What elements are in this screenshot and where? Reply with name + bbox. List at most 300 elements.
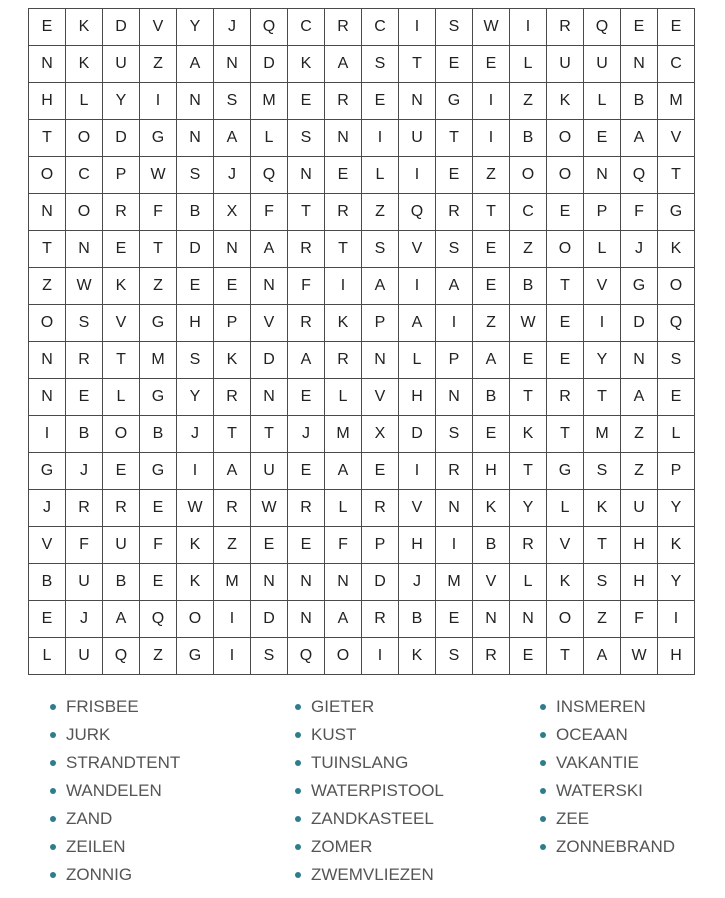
grid-cell[interactable]: W	[140, 157, 177, 194]
grid-cell[interactable]: V	[140, 9, 177, 46]
grid-cell[interactable]: T	[584, 379, 621, 416]
grid-cell[interactable]: D	[251, 46, 288, 83]
grid-cell[interactable]: I	[399, 268, 436, 305]
grid-cell[interactable]: S	[362, 46, 399, 83]
grid-cell[interactable]: E	[473, 268, 510, 305]
grid-cell[interactable]: N	[177, 120, 214, 157]
grid-cell[interactable]: N	[29, 194, 66, 231]
grid-cell[interactable]: T	[436, 120, 473, 157]
grid-cell[interactable]: X	[214, 194, 251, 231]
grid-cell[interactable]: H	[177, 305, 214, 342]
grid-cell[interactable]: I	[436, 305, 473, 342]
grid-cell[interactable]: Q	[399, 194, 436, 231]
grid-cell[interactable]: V	[251, 305, 288, 342]
grid-cell[interactable]: R	[288, 305, 325, 342]
grid-cell[interactable]: Y	[177, 379, 214, 416]
grid-cell[interactable]: J	[214, 9, 251, 46]
grid-cell[interactable]: N	[177, 83, 214, 120]
grid-cell[interactable]: Z	[140, 268, 177, 305]
grid-cell[interactable]: B	[66, 416, 103, 453]
grid-cell[interactable]: E	[362, 453, 399, 490]
grid-cell[interactable]: H	[473, 453, 510, 490]
grid-cell[interactable]: E	[288, 453, 325, 490]
grid-cell[interactable]: Y	[658, 564, 695, 601]
grid-cell[interactable]: T	[288, 194, 325, 231]
grid-cell[interactable]: T	[547, 416, 584, 453]
grid-cell[interactable]: N	[621, 46, 658, 83]
grid-cell[interactable]: O	[103, 416, 140, 453]
grid-cell[interactable]: K	[547, 564, 584, 601]
grid-cell[interactable]: I	[658, 601, 695, 638]
grid-cell[interactable]: N	[473, 601, 510, 638]
grid-cell[interactable]: S	[584, 564, 621, 601]
grid-cell[interactable]: G	[29, 453, 66, 490]
grid-cell[interactable]: W	[66, 268, 103, 305]
grid-cell[interactable]: Q	[140, 601, 177, 638]
grid-cell[interactable]: N	[29, 46, 66, 83]
grid-cell[interactable]: I	[436, 527, 473, 564]
grid-cell[interactable]: B	[473, 527, 510, 564]
grid-cell[interactable]: T	[251, 416, 288, 453]
grid-cell[interactable]: E	[66, 379, 103, 416]
grid-cell[interactable]: N	[288, 601, 325, 638]
grid-cell[interactable]: O	[547, 231, 584, 268]
grid-cell[interactable]: Z	[140, 46, 177, 83]
grid-cell[interactable]: B	[510, 120, 547, 157]
grid-cell[interactable]: R	[66, 490, 103, 527]
grid-cell[interactable]: P	[214, 305, 251, 342]
grid-cell[interactable]: S	[584, 453, 621, 490]
grid-cell[interactable]: V	[103, 305, 140, 342]
grid-cell[interactable]: S	[436, 231, 473, 268]
grid-cell[interactable]: E	[325, 157, 362, 194]
grid-cell[interactable]: A	[103, 601, 140, 638]
grid-cell[interactable]: Z	[214, 527, 251, 564]
grid-cell[interactable]: E	[621, 9, 658, 46]
grid-cell[interactable]: S	[177, 342, 214, 379]
grid-cell[interactable]: O	[658, 268, 695, 305]
grid-cell[interactable]: G	[658, 194, 695, 231]
grid-cell[interactable]: N	[29, 379, 66, 416]
grid-cell[interactable]: E	[547, 342, 584, 379]
grid-cell[interactable]: E	[103, 453, 140, 490]
grid-cell[interactable]: U	[251, 453, 288, 490]
grid-cell[interactable]: O	[66, 194, 103, 231]
grid-cell[interactable]: U	[66, 564, 103, 601]
grid-cell[interactable]: O	[510, 157, 547, 194]
grid-cell[interactable]: R	[325, 194, 362, 231]
grid-cell[interactable]: C	[288, 9, 325, 46]
grid-cell[interactable]: A	[362, 268, 399, 305]
grid-cell[interactable]: U	[584, 46, 621, 83]
grid-cell[interactable]: R	[325, 342, 362, 379]
grid-cell[interactable]: C	[658, 46, 695, 83]
grid-cell[interactable]: K	[658, 231, 695, 268]
grid-cell[interactable]: F	[325, 527, 362, 564]
grid-cell[interactable]: H	[399, 379, 436, 416]
grid-cell[interactable]: J	[214, 157, 251, 194]
grid-cell[interactable]: E	[29, 601, 66, 638]
grid-cell[interactable]: V	[29, 527, 66, 564]
grid-cell[interactable]: B	[399, 601, 436, 638]
grid-cell[interactable]: F	[140, 194, 177, 231]
grid-cell[interactable]: N	[66, 231, 103, 268]
grid-cell[interactable]: O	[325, 638, 362, 675]
grid-cell[interactable]: L	[29, 638, 66, 675]
grid-cell[interactable]: Y	[658, 490, 695, 527]
grid-cell[interactable]: I	[399, 9, 436, 46]
grid-cell[interactable]: I	[584, 305, 621, 342]
grid-cell[interactable]: N	[251, 379, 288, 416]
grid-cell[interactable]: K	[547, 83, 584, 120]
grid-cell[interactable]: L	[103, 379, 140, 416]
grid-cell[interactable]: F	[251, 194, 288, 231]
grid-cell[interactable]: R	[547, 9, 584, 46]
grid-cell[interactable]: I	[214, 638, 251, 675]
grid-cell[interactable]: S	[436, 9, 473, 46]
grid-cell[interactable]: B	[621, 83, 658, 120]
grid-cell[interactable]: R	[288, 490, 325, 527]
grid-cell[interactable]: U	[399, 120, 436, 157]
grid-cell[interactable]: I	[473, 83, 510, 120]
grid-cell[interactable]: E	[103, 231, 140, 268]
grid-cell[interactable]: S	[436, 638, 473, 675]
grid-cell[interactable]: P	[362, 305, 399, 342]
grid-cell[interactable]: A	[473, 342, 510, 379]
grid-cell[interactable]: E	[362, 83, 399, 120]
grid-cell[interactable]: S	[251, 638, 288, 675]
grid-cell[interactable]: S	[658, 342, 695, 379]
grid-cell[interactable]: E	[436, 601, 473, 638]
grid-cell[interactable]: N	[251, 268, 288, 305]
grid-cell[interactable]: T	[399, 46, 436, 83]
grid-cell[interactable]: B	[29, 564, 66, 601]
grid-cell[interactable]: N	[251, 564, 288, 601]
grid-cell[interactable]: K	[66, 46, 103, 83]
grid-cell[interactable]: M	[251, 83, 288, 120]
grid-cell[interactable]: R	[436, 194, 473, 231]
grid-cell[interactable]: Q	[658, 305, 695, 342]
grid-cell[interactable]: S	[214, 83, 251, 120]
grid-cell[interactable]: A	[325, 601, 362, 638]
grid-cell[interactable]: U	[66, 638, 103, 675]
grid-cell[interactable]: T	[29, 120, 66, 157]
grid-cell[interactable]: E	[510, 638, 547, 675]
grid-cell[interactable]: L	[510, 564, 547, 601]
grid-cell[interactable]: C	[362, 9, 399, 46]
grid-cell[interactable]: V	[547, 527, 584, 564]
grid-cell[interactable]: K	[584, 490, 621, 527]
grid-cell[interactable]: T	[325, 231, 362, 268]
grid-cell[interactable]: E	[473, 46, 510, 83]
grid-cell[interactable]: E	[473, 231, 510, 268]
grid-cell[interactable]: Z	[621, 416, 658, 453]
grid-cell[interactable]: F	[288, 268, 325, 305]
grid-cell[interactable]: O	[66, 120, 103, 157]
grid-cell[interactable]: R	[362, 490, 399, 527]
grid-cell[interactable]: Y	[510, 490, 547, 527]
grid-cell[interactable]: O	[547, 601, 584, 638]
grid-cell[interactable]: U	[621, 490, 658, 527]
grid-cell[interactable]: N	[288, 564, 325, 601]
grid-cell[interactable]: F	[66, 527, 103, 564]
grid-cell[interactable]: Y	[177, 9, 214, 46]
grid-cell[interactable]: N	[214, 231, 251, 268]
grid-cell[interactable]: S	[362, 231, 399, 268]
grid-cell[interactable]: K	[473, 490, 510, 527]
grid-cell[interactable]: E	[29, 9, 66, 46]
grid-cell[interactable]: P	[362, 527, 399, 564]
grid-cell[interactable]: N	[325, 120, 362, 157]
grid-cell[interactable]: L	[510, 46, 547, 83]
grid-cell[interactable]: D	[399, 416, 436, 453]
grid-cell[interactable]: K	[214, 342, 251, 379]
grid-cell[interactable]: T	[214, 416, 251, 453]
grid-cell[interactable]: R	[214, 490, 251, 527]
grid-cell[interactable]: N	[621, 342, 658, 379]
grid-cell[interactable]: E	[658, 9, 695, 46]
grid-cell[interactable]: E	[584, 120, 621, 157]
grid-cell[interactable]: Z	[510, 231, 547, 268]
grid-cell[interactable]: D	[251, 342, 288, 379]
grid-cell[interactable]: G	[621, 268, 658, 305]
grid-cell[interactable]: Z	[584, 601, 621, 638]
grid-cell[interactable]: E	[214, 268, 251, 305]
grid-cell[interactable]: D	[362, 564, 399, 601]
grid-cell[interactable]: T	[473, 194, 510, 231]
grid-cell[interactable]: R	[103, 194, 140, 231]
grid-cell[interactable]: J	[29, 490, 66, 527]
grid-cell[interactable]: K	[66, 9, 103, 46]
grid-cell[interactable]: K	[103, 268, 140, 305]
grid-cell[interactable]: E	[140, 490, 177, 527]
grid-cell[interactable]: R	[103, 490, 140, 527]
grid-cell[interactable]: G	[140, 453, 177, 490]
grid-cell[interactable]: I	[362, 638, 399, 675]
grid-cell[interactable]: A	[251, 231, 288, 268]
grid-cell[interactable]: P	[436, 342, 473, 379]
grid-cell[interactable]: M	[584, 416, 621, 453]
grid-cell[interactable]: G	[547, 453, 584, 490]
grid-cell[interactable]: E	[436, 46, 473, 83]
grid-cell[interactable]: R	[66, 342, 103, 379]
grid-cell[interactable]: O	[177, 601, 214, 638]
grid-cell[interactable]: I	[325, 268, 362, 305]
grid-cell[interactable]: S	[436, 416, 473, 453]
grid-cell[interactable]: M	[658, 83, 695, 120]
grid-cell[interactable]: N	[29, 342, 66, 379]
grid-cell[interactable]: N	[325, 564, 362, 601]
grid-cell[interactable]: K	[510, 416, 547, 453]
grid-cell[interactable]: Z	[621, 453, 658, 490]
grid-cell[interactable]: T	[584, 527, 621, 564]
grid-cell[interactable]: J	[177, 416, 214, 453]
grid-cell[interactable]: R	[362, 601, 399, 638]
grid-cell[interactable]: T	[658, 157, 695, 194]
grid-cell[interactable]: I	[362, 120, 399, 157]
grid-cell[interactable]: L	[658, 416, 695, 453]
grid-cell[interactable]: A	[399, 305, 436, 342]
grid-cell[interactable]: H	[399, 527, 436, 564]
grid-cell[interactable]: I	[399, 453, 436, 490]
grid-cell[interactable]: G	[140, 120, 177, 157]
grid-cell[interactable]: V	[362, 379, 399, 416]
grid-cell[interactable]: F	[140, 527, 177, 564]
grid-cell[interactable]: A	[621, 379, 658, 416]
grid-cell[interactable]: K	[288, 46, 325, 83]
grid-cell[interactable]: S	[288, 120, 325, 157]
grid-cell[interactable]: L	[399, 342, 436, 379]
grid-cell[interactable]: R	[214, 379, 251, 416]
grid-cell[interactable]: L	[251, 120, 288, 157]
grid-cell[interactable]: R	[473, 638, 510, 675]
grid-cell[interactable]: K	[177, 564, 214, 601]
grid-cell[interactable]: A	[325, 46, 362, 83]
grid-cell[interactable]: E	[288, 379, 325, 416]
grid-cell[interactable]: L	[325, 490, 362, 527]
grid-cell[interactable]: E	[547, 194, 584, 231]
grid-cell[interactable]: U	[103, 46, 140, 83]
grid-cell[interactable]: A	[214, 120, 251, 157]
grid-cell[interactable]: P	[658, 453, 695, 490]
grid-cell[interactable]: N	[510, 601, 547, 638]
grid-cell[interactable]: L	[584, 83, 621, 120]
grid-cell[interactable]: E	[177, 268, 214, 305]
grid-cell[interactable]: F	[621, 601, 658, 638]
grid-cell[interactable]: Q	[621, 157, 658, 194]
grid-cell[interactable]: G	[140, 379, 177, 416]
grid-cell[interactable]: L	[66, 83, 103, 120]
grid-cell[interactable]: V	[399, 231, 436, 268]
grid-cell[interactable]: L	[325, 379, 362, 416]
grid-cell[interactable]: V	[473, 564, 510, 601]
grid-cell[interactable]: P	[103, 157, 140, 194]
grid-cell[interactable]: K	[325, 305, 362, 342]
grid-cell[interactable]: W	[510, 305, 547, 342]
grid-cell[interactable]: U	[547, 46, 584, 83]
grid-cell[interactable]: E	[473, 416, 510, 453]
grid-cell[interactable]: I	[29, 416, 66, 453]
grid-cell[interactable]: R	[325, 9, 362, 46]
grid-cell[interactable]: D	[621, 305, 658, 342]
grid-cell[interactable]: A	[325, 453, 362, 490]
grid-cell[interactable]: W	[251, 490, 288, 527]
grid-cell[interactable]: V	[658, 120, 695, 157]
grid-cell[interactable]: Z	[473, 157, 510, 194]
grid-cell[interactable]: O	[547, 120, 584, 157]
grid-cell[interactable]: R	[325, 83, 362, 120]
grid-cell[interactable]: C	[66, 157, 103, 194]
grid-cell[interactable]: T	[510, 453, 547, 490]
grid-cell[interactable]: A	[621, 120, 658, 157]
grid-cell[interactable]: A	[288, 342, 325, 379]
grid-cell[interactable]: K	[177, 527, 214, 564]
grid-cell[interactable]: J	[66, 601, 103, 638]
grid-cell[interactable]: Z	[473, 305, 510, 342]
grid-cell[interactable]: Y	[584, 342, 621, 379]
grid-cell[interactable]: A	[584, 638, 621, 675]
grid-cell[interactable]: W	[473, 9, 510, 46]
grid-cell[interactable]: Q	[251, 9, 288, 46]
grid-cell[interactable]: Z	[362, 194, 399, 231]
grid-cell[interactable]: A	[436, 268, 473, 305]
grid-cell[interactable]: A	[177, 46, 214, 83]
grid-cell[interactable]: L	[547, 490, 584, 527]
grid-cell[interactable]: N	[436, 379, 473, 416]
grid-cell[interactable]: E	[251, 527, 288, 564]
grid-cell[interactable]: B	[103, 564, 140, 601]
grid-cell[interactable]: R	[288, 231, 325, 268]
grid-cell[interactable]: J	[399, 564, 436, 601]
grid-cell[interactable]: T	[103, 342, 140, 379]
grid-cell[interactable]: E	[436, 157, 473, 194]
grid-cell[interactable]: E	[140, 564, 177, 601]
grid-cell[interactable]: S	[177, 157, 214, 194]
grid-cell[interactable]: N	[584, 157, 621, 194]
grid-cell[interactable]: Z	[29, 268, 66, 305]
grid-cell[interactable]: R	[547, 379, 584, 416]
grid-cell[interactable]: M	[436, 564, 473, 601]
grid-cell[interactable]: I	[399, 157, 436, 194]
grid-cell[interactable]: D	[251, 601, 288, 638]
grid-cell[interactable]: H	[29, 83, 66, 120]
grid-cell[interactable]: T	[140, 231, 177, 268]
grid-cell[interactable]: G	[436, 83, 473, 120]
grid-cell[interactable]: B	[140, 416, 177, 453]
grid-cell[interactable]: V	[584, 268, 621, 305]
grid-cell[interactable]: I	[214, 601, 251, 638]
grid-cell[interactable]: K	[658, 527, 695, 564]
grid-cell[interactable]: M	[140, 342, 177, 379]
grid-cell[interactable]: T	[29, 231, 66, 268]
grid-cell[interactable]: Z	[510, 83, 547, 120]
grid-cell[interactable]: R	[510, 527, 547, 564]
grid-cell[interactable]: P	[584, 194, 621, 231]
grid-cell[interactable]: E	[288, 527, 325, 564]
grid-cell[interactable]: H	[621, 527, 658, 564]
grid-cell[interactable]: B	[510, 268, 547, 305]
grid-cell[interactable]: Q	[288, 638, 325, 675]
grid-cell[interactable]: O	[29, 157, 66, 194]
grid-cell[interactable]: N	[399, 83, 436, 120]
grid-cell[interactable]: A	[214, 453, 251, 490]
grid-cell[interactable]: Y	[103, 83, 140, 120]
grid-cell[interactable]: N	[214, 46, 251, 83]
grid-cell[interactable]: Z	[140, 638, 177, 675]
grid-cell[interactable]: H	[621, 564, 658, 601]
grid-cell[interactable]: M	[325, 416, 362, 453]
grid-cell[interactable]: I	[510, 9, 547, 46]
grid-cell[interactable]: H	[658, 638, 695, 675]
grid-cell[interactable]: D	[177, 231, 214, 268]
grid-cell[interactable]: N	[288, 157, 325, 194]
grid-cell[interactable]: B	[473, 379, 510, 416]
grid-cell[interactable]: F	[621, 194, 658, 231]
grid-cell[interactable]: J	[621, 231, 658, 268]
grid-cell[interactable]: N	[362, 342, 399, 379]
grid-cell[interactable]: O	[29, 305, 66, 342]
grid-cell[interactable]: J	[288, 416, 325, 453]
grid-cell[interactable]: D	[103, 120, 140, 157]
grid-cell[interactable]: W	[621, 638, 658, 675]
grid-cell[interactable]: T	[547, 638, 584, 675]
grid-cell[interactable]: V	[399, 490, 436, 527]
grid-cell[interactable]: I	[140, 83, 177, 120]
grid-cell[interactable]: T	[547, 268, 584, 305]
grid-cell[interactable]: G	[140, 305, 177, 342]
grid-cell[interactable]: L	[362, 157, 399, 194]
grid-cell[interactable]: I	[473, 120, 510, 157]
